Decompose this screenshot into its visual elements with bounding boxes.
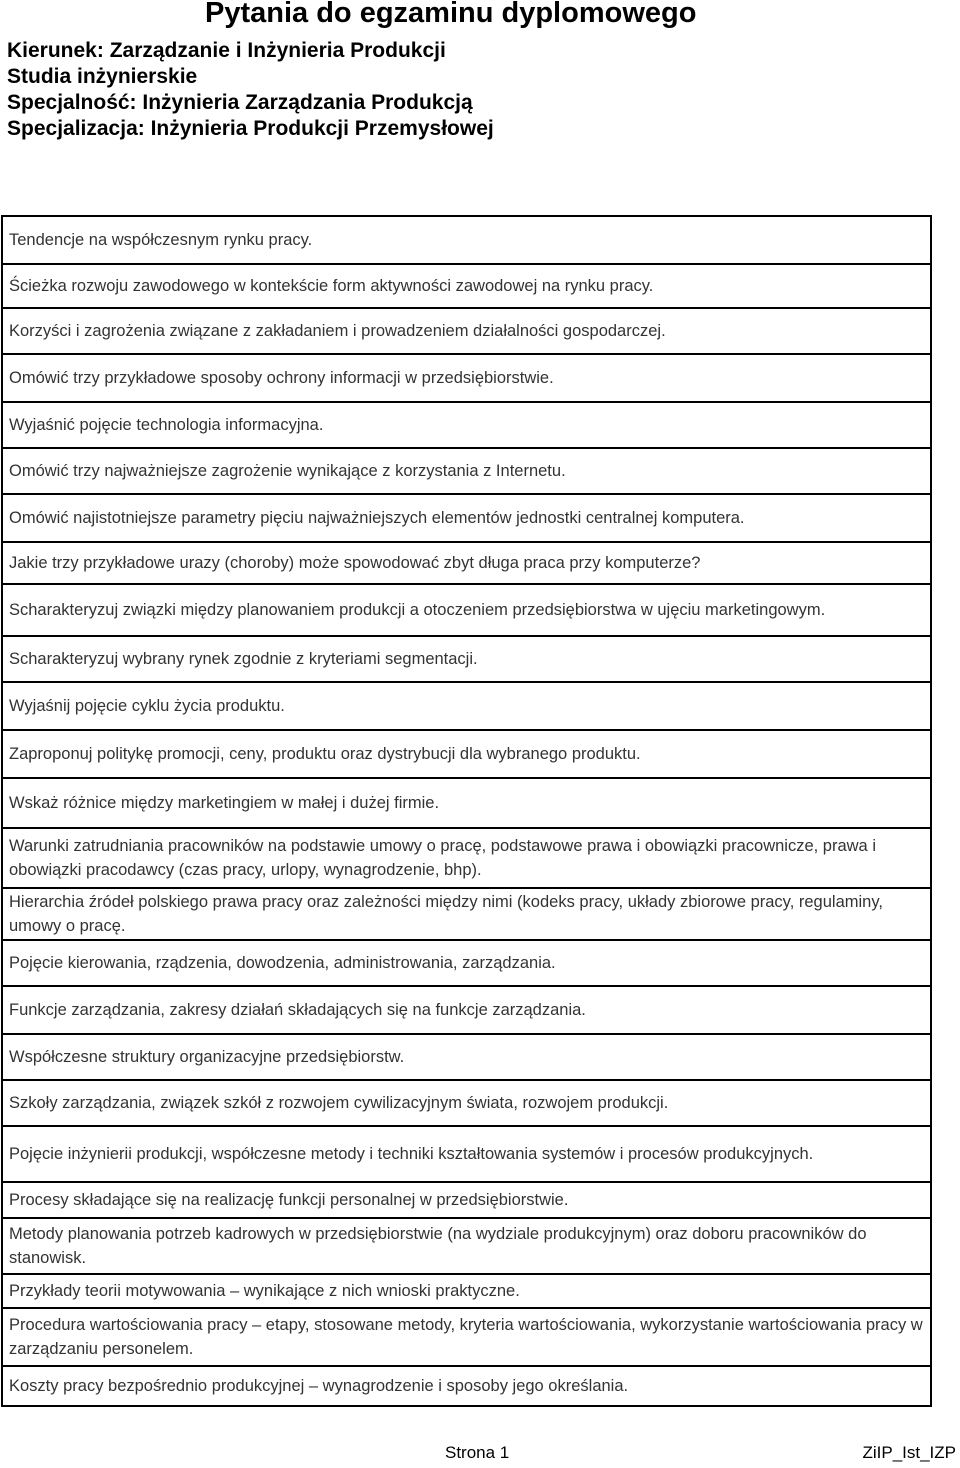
question-cell: Metody planowania potrzeb kadrowych w przedsiębiorstwie (na wydziale produkcyjnym) oraz doboru pracowników do stanowisk. (2, 1218, 931, 1274)
table-row (2, 730, 931, 778)
question-cell: Korzyści i zagrożenia związane z zakładaniem i prowadzeniem działalności gospodarczej. (2, 308, 931, 354)
footer-document-code: ZiIP_Ist_IZP (862, 1443, 956, 1462)
question-cell: Współczesne struktury organizacyjne przedsiębiorstw. (2, 1034, 931, 1080)
question-cell: Wskaż różnice między marketingiem w małej i dużej firmie. (2, 778, 931, 828)
table-row (2, 584, 931, 636)
table-row (2, 1034, 931, 1080)
question-cell: Wyjaśnić pojęcie technologia informacyjna. (2, 402, 931, 448)
question-cell: Jakie trzy przykładowe urazy (choroby) może spowodować zbyt długa praca przy komputerze? (2, 542, 931, 584)
table-row (2, 940, 931, 986)
question-cell: Szkoły zarządzania, związek szkół z rozwojem cywilizacyjnym świata, rozwojem produkcji. (2, 1080, 931, 1126)
question-cell: Omówić trzy przykładowe sposoby ochrony informacji w przedsiębiorstwie. (2, 354, 931, 402)
table-row (2, 1218, 931, 1274)
table-row (2, 986, 931, 1034)
question-cell: Omówić trzy najważniejsze zagrożenie wynikające z korzystania z Internetu. (2, 448, 931, 494)
table-row (2, 636, 931, 682)
question-cell: Warunki zatrudniania pracowników na podstawie umowy o pracę, podstawowe prawa i obowiązki pracownicze, prawa i obowiązki pracodawcy (czas pracy, urlopy, wynagrodzenie, bhp). (2, 828, 931, 888)
question-cell: Hierarchia źródeł polskiego prawa pracy oraz zależności między nimi (kodeks pracy, układy zbiorowe pracy, regulaminy, umowy o pracę. (2, 888, 931, 940)
table-row (2, 1366, 931, 1406)
table-row (2, 1182, 931, 1218)
header-study-level: Studia inżynierskie (7, 65, 198, 88)
question-cell: Przykłady teorii motywowania – wynikające z nich wnioski praktyczne. (2, 1274, 931, 1308)
table-row (2, 1126, 931, 1182)
header-field-of-study: Kierunek: Zarządzanie i Inżynieria Produkcji (7, 39, 446, 62)
question-cell: Pojęcie kierowania, rządzenia, dowodzenia, administrowania, zarządzania. (2, 940, 931, 986)
table-row (2, 1308, 931, 1366)
question-cell: Scharakteryzuj związki między planowaniem produkcji a otoczeniem przedsiębiorstwa w ujęciu marketingowym. (2, 584, 931, 636)
question-cell: Koszty pracy bezpośrednio produkcyjnej – wynagrodzenie i sposoby jego określania. (2, 1366, 931, 1406)
program-header (7, 38, 494, 142)
table-row (2, 888, 931, 940)
question-cell: Wyjaśnij pojęcie cyklu życia produktu. (2, 682, 931, 730)
table-row (2, 494, 931, 542)
question-cell: Zaproponuj politykę promocji, ceny, produktu oraz dystrybucji dla wybranego produktu. (2, 730, 931, 778)
table-row (2, 1080, 931, 1126)
question-cell: Procedura wartościowania pracy – etapy, stosowane metody, kryteria wartościowania, wykorzystanie wartościowania pracy w zarządzaniu personelem. (2, 1308, 931, 1366)
page-title: Pytania do egzaminu dyplomowego (205, 0, 697, 29)
question-cell: Tendencje na współczesnym rynku pracy. (2, 216, 931, 264)
table-row (2, 402, 931, 448)
questions-table (1, 215, 932, 1407)
table-row (2, 264, 931, 308)
table-row (2, 308, 931, 354)
table-row (2, 216, 931, 264)
question-cell: Ścieżka rozwoju zawodowego w kontekście form aktywności zawodowej na rynku pracy. (2, 264, 931, 308)
header-specialty: Specjalność: Inżynieria Zarządzania Produkcją (7, 91, 473, 114)
table-row (2, 354, 931, 402)
table-row (2, 778, 931, 828)
question-cell: Scharakteryzuj wybrany rynek zgodnie z kryteriami segmentacji. (2, 636, 931, 682)
question-cell: Omówić najistotniejsze parametry pięciu najważniejszych elementów jednostki centralnej komputera. (2, 494, 931, 542)
table-row (2, 682, 931, 730)
table-row (2, 828, 931, 888)
table-row (2, 542, 931, 584)
question-cell: Funkcje zarządzania, zakresy działań składających się na funkcje zarządzania. (2, 986, 931, 1034)
question-cell: Pojęcie inżynierii produkcji, współczesne metody i techniki kształtowania systemów i procesów produkcyjnych. (2, 1126, 931, 1182)
question-cell: Procesy składające się na realizację funkcji personalnej w przedsiębiorstwie. (2, 1182, 931, 1218)
table-row (2, 1274, 931, 1308)
table-row (2, 448, 931, 494)
footer-page-number: Strona 1 (445, 1443, 510, 1462)
header-specialization: Specjalizacja: Inżynieria Produkcji Przemysłowej (7, 117, 494, 140)
